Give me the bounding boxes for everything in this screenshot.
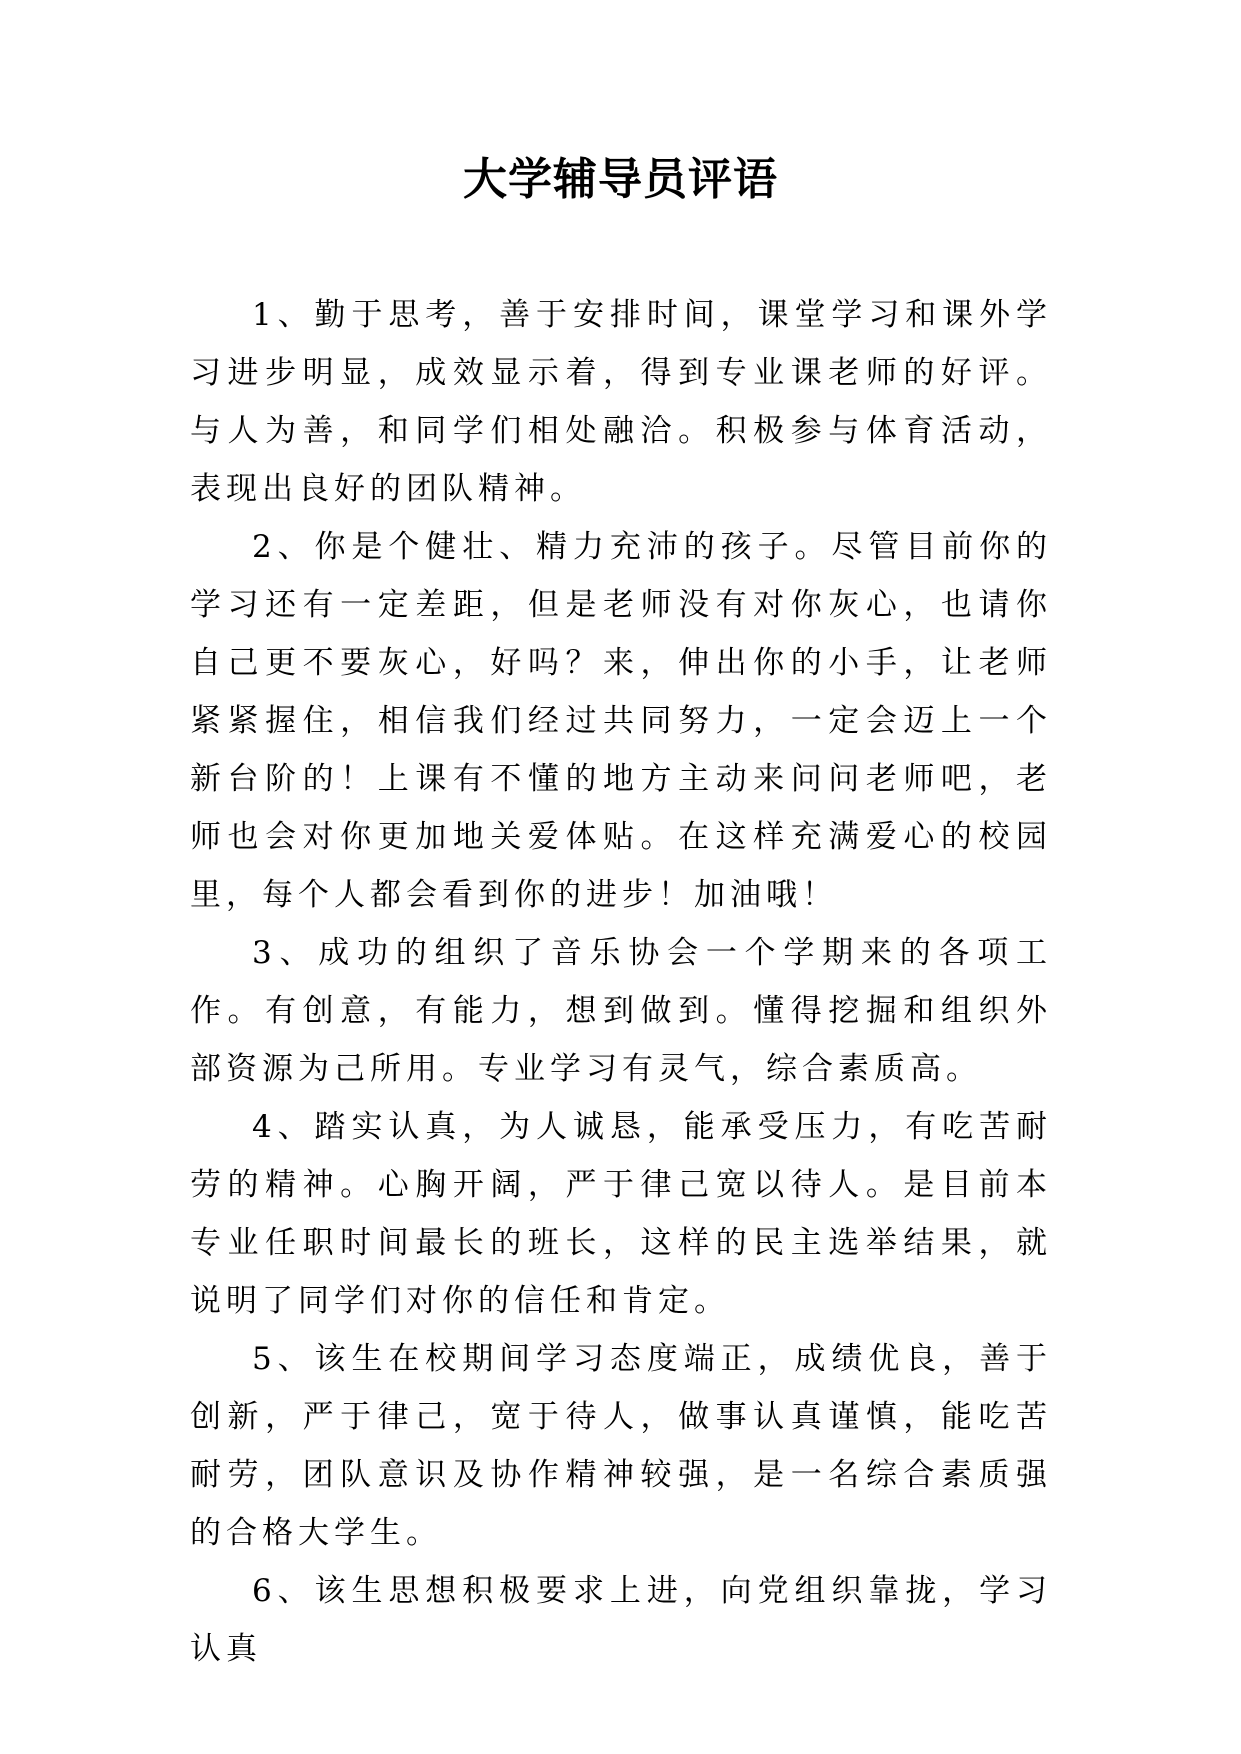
- paragraph-1: 1、勤于思考，善于安排时间，课堂学习和课外学习进步明显，成效显示着，得到专业课老师的好评。与人为善，和同学们相处融洽。积极参与体育活动，表现出良好的团队精神。: [190, 297, 1052, 507]
- paragraph-5: 5、该生在校期间学习态度端正，成绩优良，善于创新，严于律己，宽于待人，做事认真谨慎，能吃苦耐劳，团队意识及协作精神较强，是一名综合素质强的合格大学生。: [190, 1341, 1052, 1551]
- paragraph-4: 4、踏实认真，为人诚恳，能承受压力，有吃苦耐劳的精神。心胸开阔，严于律己宽以待人。是目前本专业任职时间最长的班长，这样的民主选举结果，就说明了同学们对你的信任和肯定。: [190, 1109, 1052, 1319]
- paragraph-3: 3、成功的组织了音乐协会一个学期来的各项工作。有创意，有能力，想到做到。懂得挖掘和组织外部资源为己所用。专业学习有灵气，综合素质高。: [190, 935, 1052, 1087]
- document-body: [190, 286, 1052, 1678]
- paragraph-6: 6、该生思想积极要求上进，向党组织靠拢，学习认真: [190, 1573, 1052, 1667]
- paragraph-2: 2、你是个健壮、精力充沛的孩子。尽管目前你的学习还有一定差距，但是老师没有对你灰心，也请你自己更不要灰心，好吗？来，伸出你的小手，让老师紧紧握住，相信我们经过共同努力，一定会迈上一个新台阶的！上课有不懂的地方主动来问问老师吧，老师也会对你更加地关爱体贴。在这样充满爱心的校园里，每个人都会看到你的进步！加油哦！: [190, 529, 1052, 913]
- document-title: 大学辅导员评语: [463, 154, 778, 205]
